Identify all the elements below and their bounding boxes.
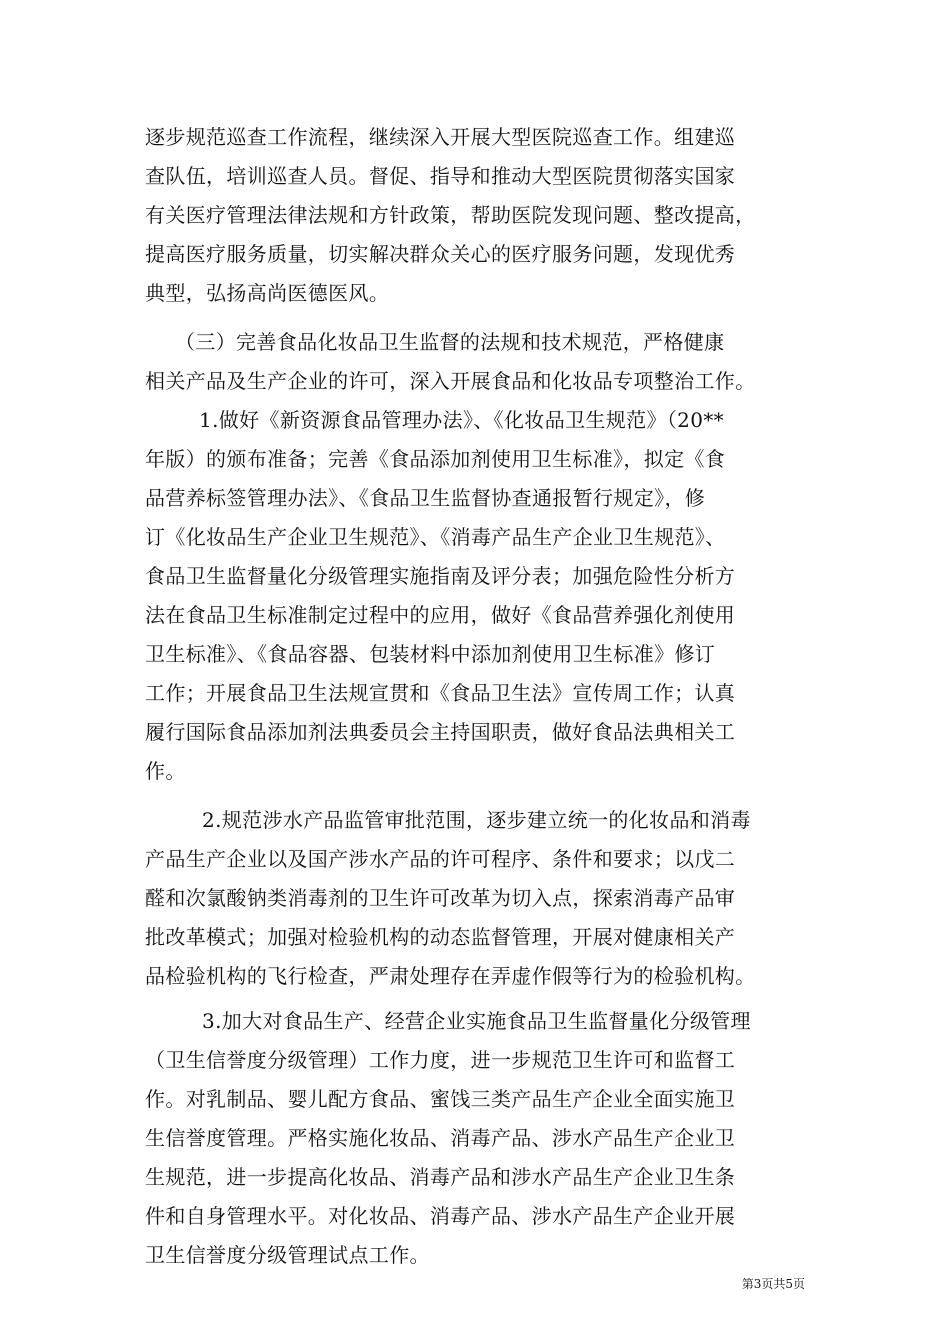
text-line: 作。对乳制品、婴儿配方食品、蜜饯三类产品生产企业全面实施卫: [145, 1087, 736, 1111]
paragraph-item-3: [145, 1002, 807, 1275]
text-line: 典型，弘扬高尚医德医风。: [145, 281, 390, 305]
text-line: 2.规范涉水产品监管审批范围，逐步建立统一的化妆品和消毒: [202, 808, 751, 832]
paragraph-section-three-heading: [145, 323, 807, 401]
text-line: 品营养标签管理办法》、《食品卫生监督协查通报暂行规定》，修: [145, 486, 706, 510]
text-line: 食品卫生监督量化分级管理实施指南及评分表；加强危险性分析方: [145, 564, 736, 588]
text-line: 生规范，进一步提高化妆品、消毒产品和涉水产品生产企业卫生条: [145, 1165, 736, 1189]
paragraph-hospital-inspection: [145, 118, 807, 313]
text-line: 有关医疗管理法律法规和方针政策，帮助医院发现问题、整改提高，: [145, 203, 756, 227]
text-line: 查队伍，培训巡查人员。督促、指导和推动大型医院贯彻落实国家: [145, 164, 736, 188]
text-line: 醛和次氯酸钠类消毒剂的卫生许可改革为切入点，探索消毒产品审: [145, 886, 736, 910]
paragraph-item-2: [145, 801, 807, 996]
section-heading-line: 相关产品及生产企业的许可，深入开展食品和化妆品专项整治工作。: [145, 369, 756, 393]
text-line: 生信誉度管理。严格实施化妆品、消毒产品、涉水产品生产企业卫: [145, 1126, 736, 1150]
section-heading-line: （三）完善食品化妆品卫生监督的法规和技术规范，严格健康: [175, 330, 725, 354]
text-line: 品检验机构的飞行检查，严肃处理存在弄虚作假等行为的检验机构。: [145, 964, 756, 988]
text-line: 批改革模式；加强对检验机构的动态监督管理，开展对健康相关产: [145, 925, 736, 949]
text-line: 法在食品卫生标准制定过程中的应用，做好《食品营养强化剂使用: [145, 603, 736, 627]
text-line: 提高医疗服务质量，切实解决群众关心的医疗服务问题，发现优秀: [145, 242, 736, 266]
text-line: 1.做好《新资源食品管理办法》、《化妆品卫生规范》（20**: [199, 408, 725, 432]
page-number: 第3页共5页: [741, 1277, 805, 1291]
text-line: 年版）的颁布准备；完善《食品添加剂使用卫生标准》，拟定《食: [145, 447, 726, 471]
text-line: 工作；开展食品卫生法规宣贯和《食品卫生法》宣传周工作；认真: [145, 681, 736, 705]
paragraph-item-1: [145, 401, 807, 791]
text-line: 件和自身管理水平。对化妆品、消毒产品、涉水产品生产企业开展: [145, 1204, 736, 1228]
text-line: 卫生标准》、《食品容器、包装材料中添加剂使用卫生标准》修订: [145, 642, 716, 666]
text-line: 订《化妆品生产企业卫生规范》、《消毒产品生产企业卫生规范》、: [145, 525, 726, 549]
text-line: 逐步规范巡查工作流程，继续深入开展大型医院巡查工作。组建巡: [145, 125, 736, 149]
text-line: （卫生信誉度分级管理）工作力度，进一步规范卫生许可和监督工: [145, 1048, 736, 1072]
text-line: 3.加大对食品生产、经营企业实施食品卫生监督量化分级管理: [202, 1009, 751, 1033]
text-line: 产品生产企业以及国产涉水产品的许可程序、条件和要求；以戊二: [145, 847, 736, 871]
text-line: 卫生信誉度分级管理试点工作。: [145, 1243, 430, 1267]
text-line: 履行国际食品添加剂法典委员会主持国职责，做好食品法典相关工: [145, 720, 736, 744]
document-body: [145, 118, 807, 1275]
text-line: 作。: [145, 759, 186, 783]
